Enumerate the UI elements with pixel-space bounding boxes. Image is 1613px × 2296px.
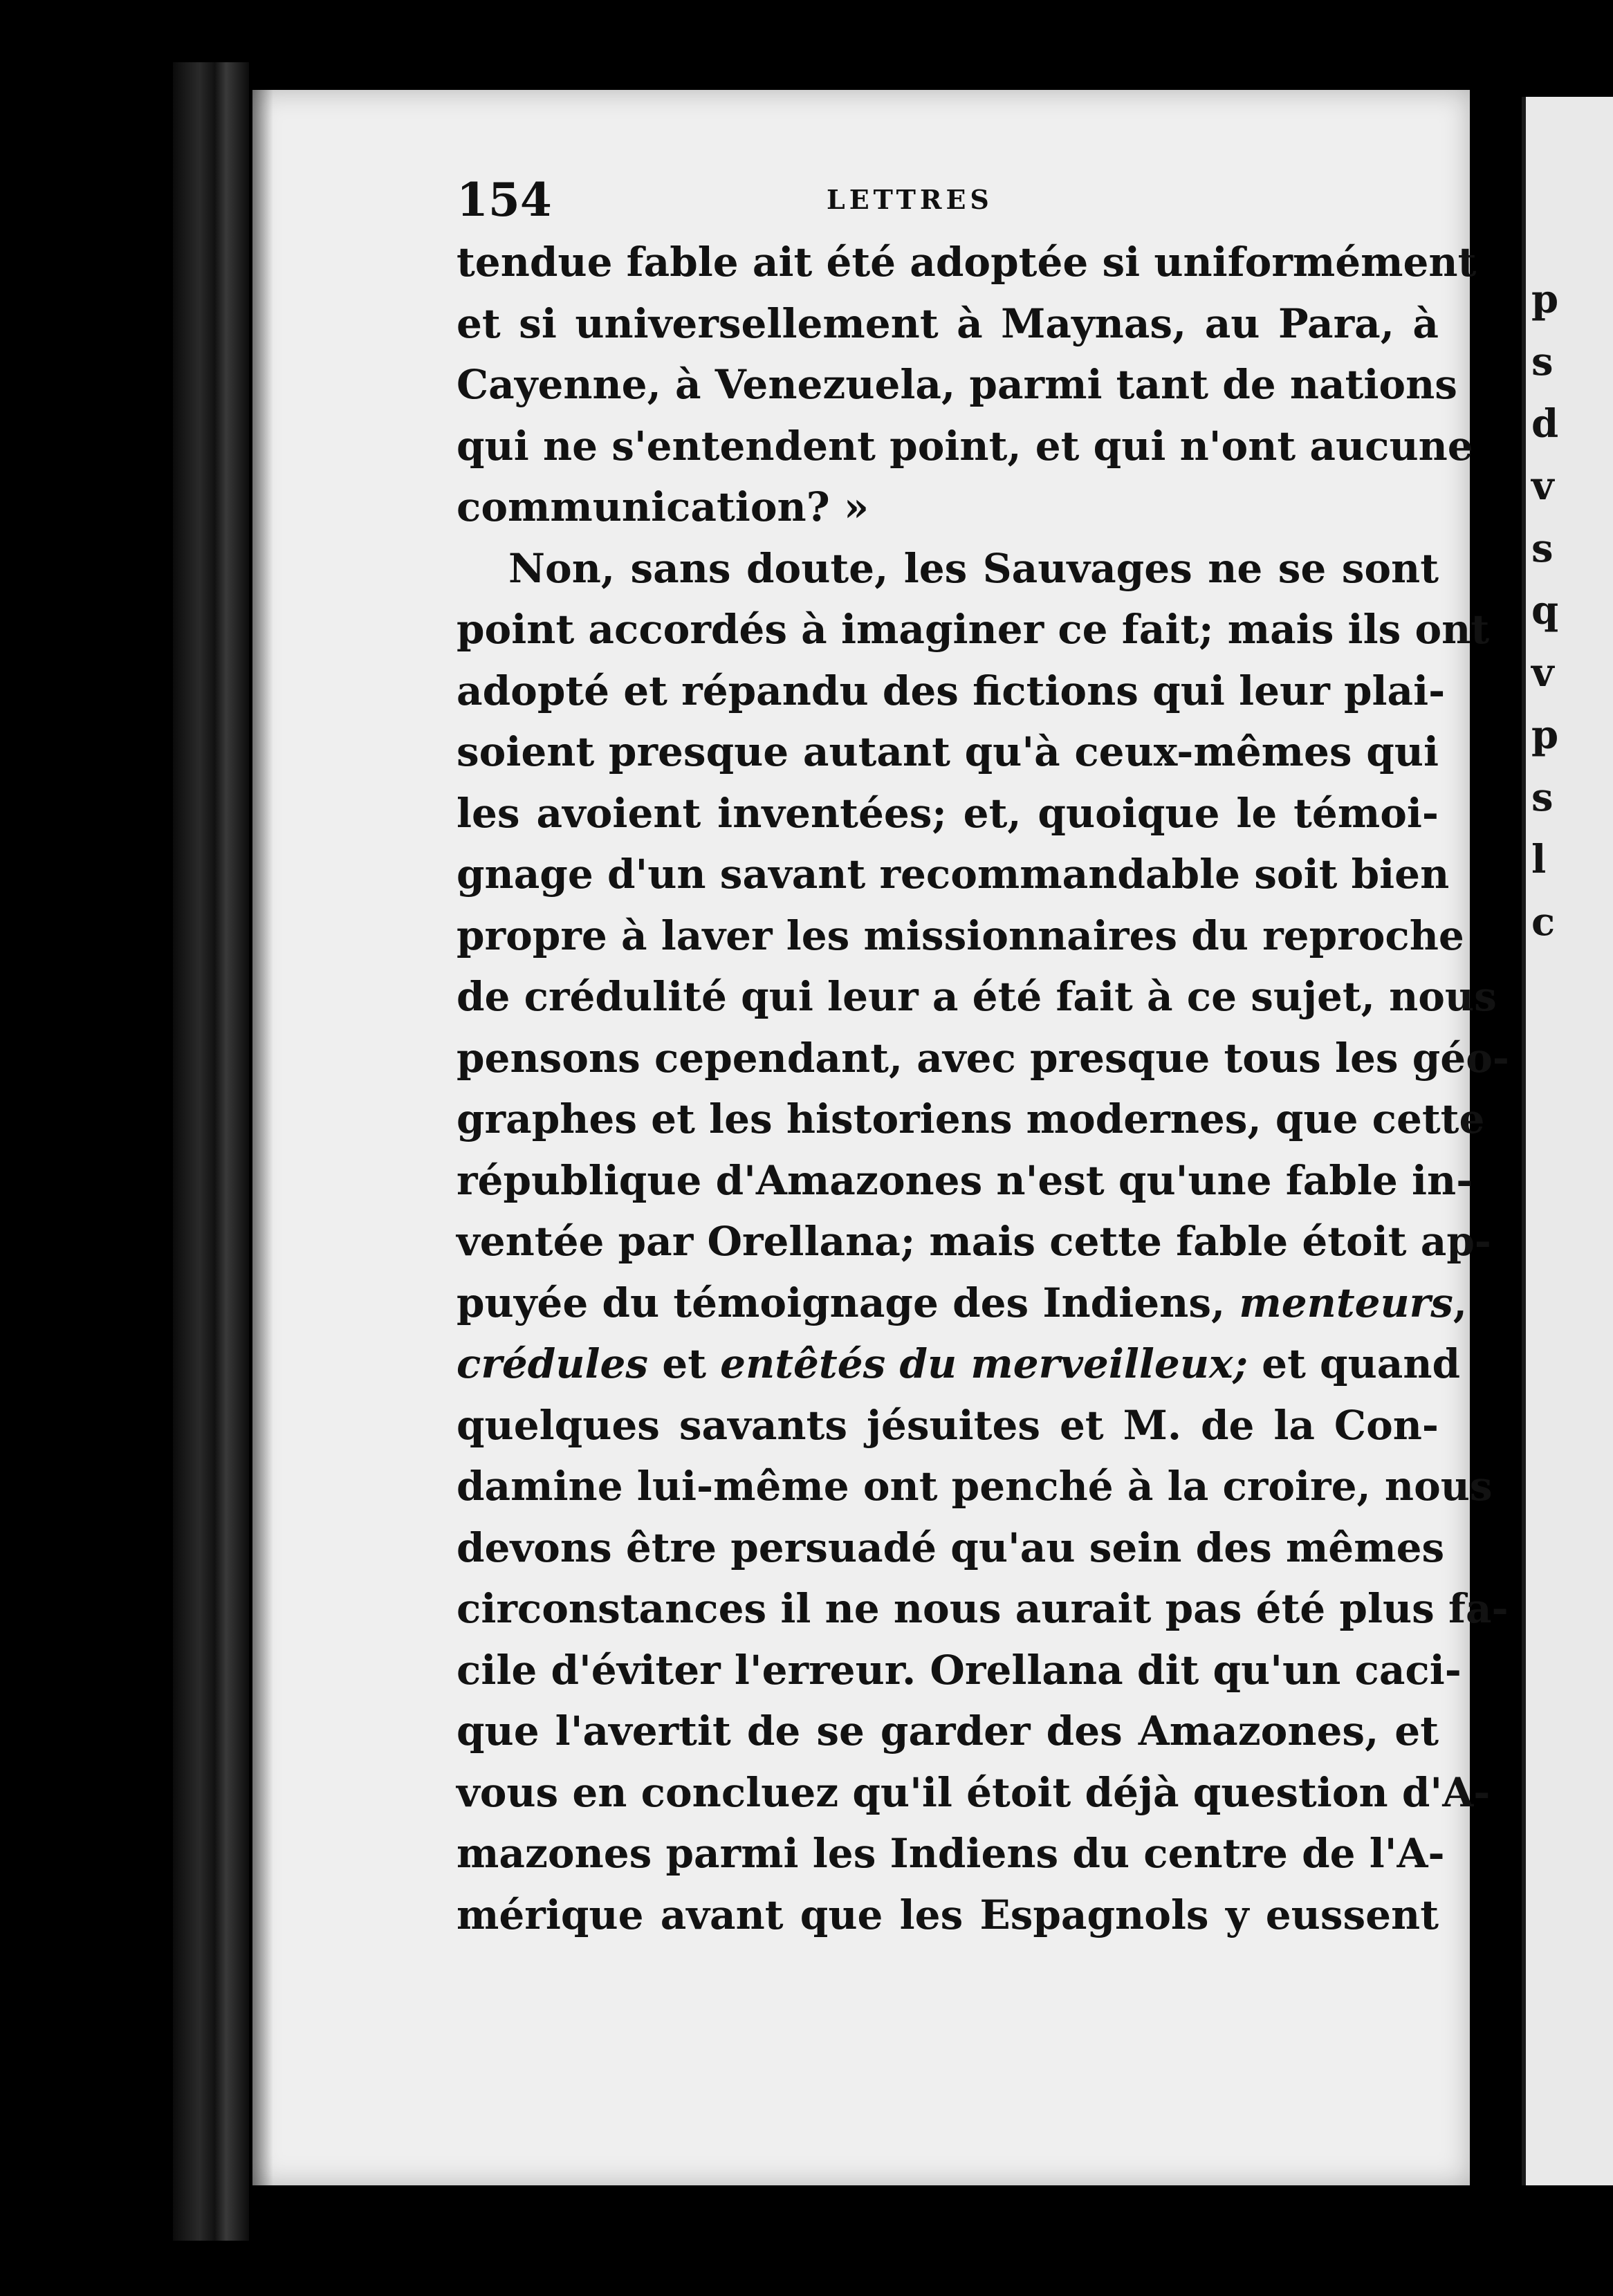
text-line: ventée par Orellana; mais cette fable étoit ap- <box>457 1218 1491 1265</box>
text-line: communication? » <box>457 483 869 530</box>
text-line: de crédulité qui leur a été fait à ce sujet, nous <box>457 973 1497 1020</box>
text-line: propre à laver les missionnaires du reproche <box>457 911 1464 959</box>
italic-run: menteurs <box>1239 1279 1453 1326</box>
text-line: et si universellement à Maynas, au Para, à <box>457 299 1439 347</box>
book-binding <box>173 62 249 2241</box>
next-page-edge <box>1522 97 1613 2185</box>
text-line: mazones parmi les Indiens du centre de l'A- <box>457 1830 1445 1877</box>
next-page-fragment: p <box>1531 712 1559 758</box>
text-line: point accordés à imaginer ce fait; mais ils ont <box>457 606 1490 653</box>
text-run: et <box>648 1340 721 1387</box>
next-page-fragment: q <box>1531 588 1559 633</box>
text-line: que l'avertit de se garder des Amazones, et <box>457 1707 1439 1755</box>
text-line: damine lui-même ont penché à la croire, nous <box>457 1463 1493 1510</box>
running-head-title: LETTRES <box>827 184 993 215</box>
next-page-fragment: l <box>1531 837 1547 882</box>
text-line: Non, sans doute, les Sauvages ne se sont <box>508 544 1439 592</box>
next-page-fragment: s <box>1531 775 1554 820</box>
text-line: devons être persuadé qu'au sein des mêmes <box>457 1524 1445 1571</box>
text-line: pensons cependant, avec presque tous les géo- <box>457 1034 1509 1082</box>
text-run: , <box>1453 1279 1468 1326</box>
next-page-fragment: s <box>1531 339 1554 385</box>
next-page-fragment: p <box>1531 277 1559 322</box>
text-line: les avoient inventées; et, quoique le témoi- <box>457 789 1439 837</box>
next-page-fragment: v <box>1531 650 1554 696</box>
italic-run: entêtés du merveilleux; <box>720 1340 1248 1387</box>
text-line: qui ne s'entendent point, et qui n'ont aucune <box>457 422 1473 470</box>
text-line: république d'Amazones n'est qu'une fable in- <box>457 1156 1473 1204</box>
text-line <box>457 1272 1468 1334</box>
next-page-fragment: c <box>1531 899 1556 945</box>
text-run: puyée du témoignage des Indiens, <box>457 1279 1239 1326</box>
text-line: Cayenne, à Venezuela, parmi tant de nations <box>457 361 1457 408</box>
page-number: 154 <box>457 173 552 227</box>
text-line: graphes et les historiens modernes, que cette <box>457 1095 1485 1142</box>
text-line: quelques savants jésuites et M. de la Con- <box>457 1401 1439 1449</box>
text-line: adopté et répandu des fictions qui leur plai- <box>457 667 1446 714</box>
next-page-fragment: s <box>1531 526 1554 571</box>
book-page <box>252 90 1509 2185</box>
next-page-fragment: v <box>1531 463 1554 509</box>
text-line: vous en concluez qu'il étoit déjà question d'A- <box>457 1768 1491 1816</box>
text-line: circonstances il ne nous aurait pas été plus fa- <box>457 1585 1509 1632</box>
text-line: gnage d'un savant recommandable soit bien <box>457 851 1450 898</box>
text-line: soient presque autant qu'à ceux-mêmes qui <box>457 728 1439 775</box>
italic-run: crédules <box>457 1340 649 1387</box>
running-head <box>457 173 1439 235</box>
page-gutter-shadow <box>252 90 273 2185</box>
text-line: mérique avant que les Espagnols y eussent <box>457 1891 1439 1938</box>
page-body-text <box>457 232 1509 1945</box>
text-line <box>457 1333 1461 1395</box>
text-line: tendue fable ait été adoptée si uniformément <box>457 239 1477 286</box>
text-line: cile d'éviter l'erreur. Orellana dit qu'un caci- <box>457 1646 1462 1694</box>
text-run: et quand <box>1247 1340 1461 1387</box>
next-page-fragment: d <box>1531 401 1559 447</box>
